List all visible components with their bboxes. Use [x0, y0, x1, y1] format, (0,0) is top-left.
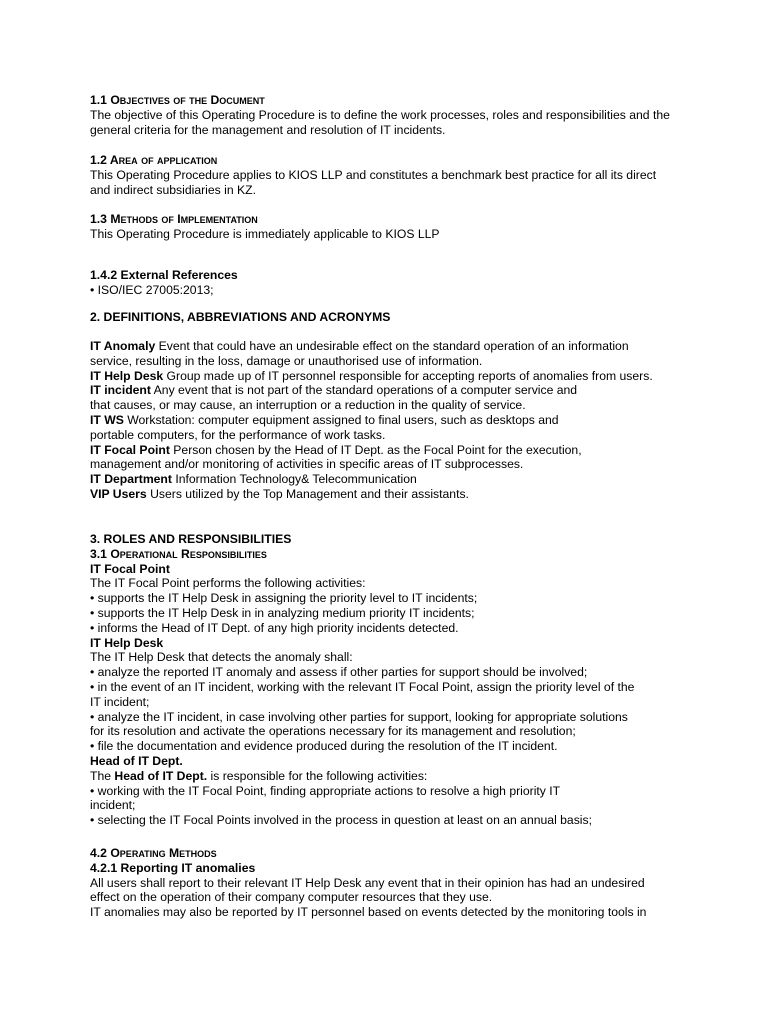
definition-term: VIP Users	[90, 486, 147, 501]
definition	[90, 383, 690, 398]
role-intro-text: The	[90, 768, 115, 783]
section-body: This Operating Procedure is immediately applicable to KIOS LLP	[90, 226, 440, 241]
list-item: • working with the IT Focal Point, finding appropriate actions to resolve a high priority IT	[90, 783, 561, 798]
section-body: This Operating Procedure applies to KIOS LLP and constitutes a benchmark best practice for all its direct and indirect subsidiaries in KZ.	[90, 167, 657, 197]
list-item: for its resolution and activate the operations necessary for its management and resolution;	[90, 724, 576, 739]
role-title: Head of IT Dept.	[90, 753, 183, 768]
definition	[90, 443, 690, 458]
subsection-heading: 4.2.1 Reporting IT anomalies	[90, 860, 256, 875]
definition-term: IT incident	[90, 383, 151, 398]
section-1-4-2	[90, 268, 690, 298]
section-heading: 1.2 Area of application	[90, 153, 218, 167]
role-intro	[90, 769, 690, 784]
section-body: The objective of this Operating Procedure is to define the work processes, roles and responsibilities and the general criteria for the management and resolution of IT incidents.	[90, 107, 670, 137]
section-heading: 1.4.2 External References	[90, 268, 238, 282]
section-heading: 1.3 Methods of Implementation	[90, 212, 258, 226]
section-heading: 4.2 Operating Methods	[90, 846, 217, 860]
definition-text: Users utilized by the Top Management and their assistants.	[150, 486, 469, 501]
section-body: effect on the operation of their company computer resources that they use.	[90, 890, 493, 905]
role-intro: The IT Focal Point performs the following activities:	[90, 576, 366, 591]
list-item: incident;	[90, 798, 136, 813]
definition-term: IT Department	[90, 472, 172, 487]
definition-text: that causes, or may cause, an interruption or a reduction in the quality of service.	[90, 398, 526, 413]
list-item: • supports the IT Help Desk in assigning the priority level to IT incidents;	[90, 591, 478, 606]
section-heading: 1.1 Objectives of the Document	[90, 93, 265, 107]
section-3	[90, 532, 690, 828]
section-heading: 2. DEFINITIONS, ABBREVIATIONS AND ACRONYMS	[90, 310, 391, 324]
list-item: • file the documentation and evidence produced during the resolution of the IT incident.	[90, 739, 558, 754]
definition-text: management and/or monitoring of activities in specific areas of IT subprocesses.	[90, 457, 524, 472]
definition-text: Person chosen by the Head of IT Dept. as the Focal Point for the execution,	[173, 442, 582, 457]
list-item: • analyze the reported IT anomaly and assess if other parties for support should be involved;	[90, 665, 588, 680]
definition-text: Any event that is not part of the standard operations of a computer service and	[153, 383, 578, 398]
definition-text: service, resulting in the loss, damage or unauthorised use of information.	[90, 353, 483, 368]
definition	[90, 487, 690, 502]
definition	[90, 413, 690, 428]
section-2	[90, 310, 690, 325]
definition-text: Event that could have an undesirable effect on the standard operation of an information	[158, 339, 629, 353]
definition-term: IT Help Desk	[90, 368, 164, 383]
role-title: IT Help Desk	[90, 635, 164, 650]
role-intro-text: is responsible for the following activities:	[207, 768, 428, 783]
list-item: • selecting the IT Focal Points involved in the process in question at least on an annual basis;	[90, 813, 592, 828]
definition-term: IT Focal Point	[90, 442, 170, 457]
definition-text: Workstation: computer equipment assigned to final users, such as desktops and	[127, 412, 559, 427]
definition	[90, 339, 690, 354]
section-1-3	[90, 212, 690, 242]
section-body: IT anomalies may also be reported by IT personnel based on events detected by the monitoring tools in	[90, 905, 647, 920]
subsection-heading: 3.1 Operational Responsibilities	[90, 546, 267, 561]
reference-item: • ISO/IEC 27005:2013;	[90, 282, 214, 297]
list-item: • analyze the IT incident, in case involving other parties for support, looking for appropriate solutions	[90, 709, 628, 724]
section-1-2	[90, 153, 690, 197]
definition	[90, 472, 690, 487]
role-intro-term: Head of IT Dept.	[114, 768, 208, 783]
definition-text: Group made up of IT personnel responsible for accepting reports of anomalies from users.	[166, 368, 653, 383]
list-item: • informs the Head of IT Dept. of any high priority incidents detected.	[90, 620, 459, 635]
definition-term: IT Anomaly	[90, 339, 156, 353]
definitions-list	[90, 339, 690, 502]
section-body: All users shall report to their relevant IT Help Desk any event that in their opinion has had an undesired	[90, 875, 645, 890]
section-1-1	[90, 93, 690, 137]
list-item: IT incident;	[90, 694, 150, 709]
section-heading: 3. ROLES AND RESPONSIBILITIES	[90, 532, 292, 546]
list-item: • supports the IT Help Desk in in analyzing medium priority IT incidents;	[90, 605, 475, 620]
role-title: IT Focal Point	[90, 561, 170, 576]
definition-term: IT WS	[90, 412, 124, 427]
definition-text: portable computers, for the performance of work tasks.	[90, 427, 386, 442]
role-intro: The IT Help Desk that detects the anomaly shall:	[90, 650, 353, 665]
definition	[90, 369, 690, 384]
list-item: • in the event of an IT incident, working with the relevant IT Focal Point, assign the priority level of the	[90, 679, 635, 694]
section-4-2	[90, 846, 690, 920]
definition-text: Information Technology& Telecommunication	[175, 472, 417, 487]
